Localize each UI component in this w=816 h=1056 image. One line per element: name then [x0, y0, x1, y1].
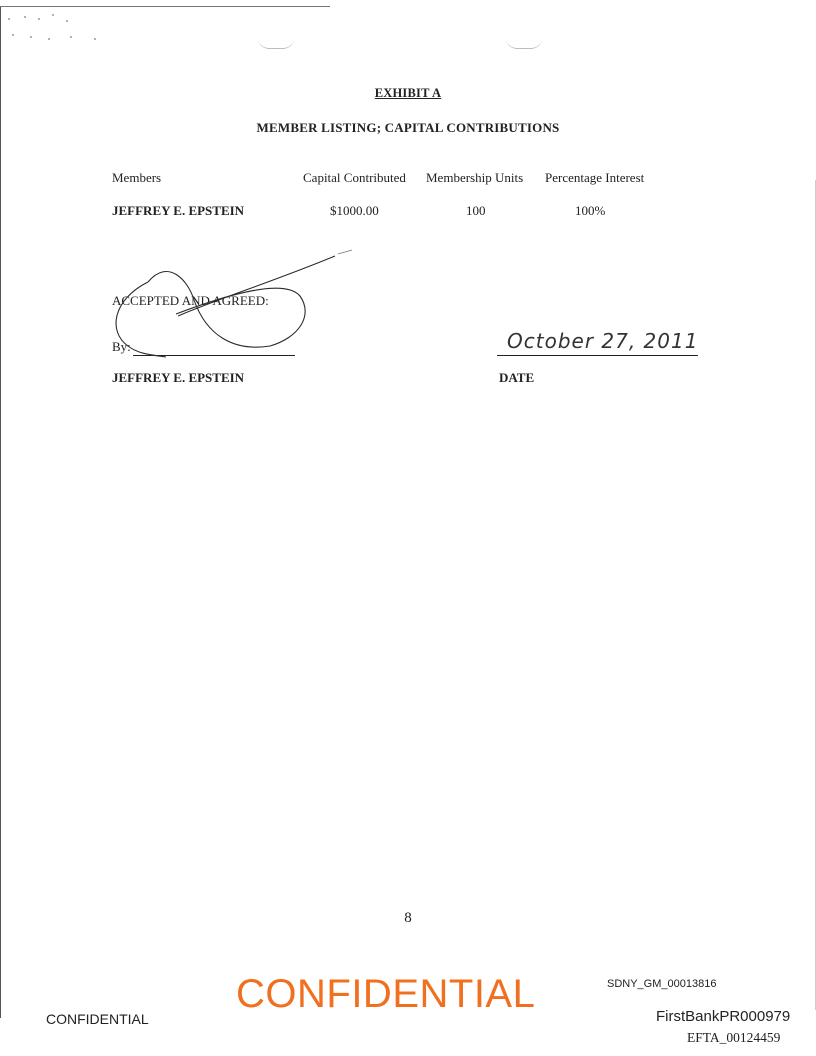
accepted-and-agreed-label: ACCEPTED AND AGREED: — [112, 293, 269, 308]
column-header-membership-units: Membership Units — [426, 170, 524, 185]
scan-speck — [38, 18, 40, 20]
scan-speck — [30, 36, 32, 38]
punch-hole-mark — [506, 38, 542, 49]
table-cell-units: 100 — [466, 203, 486, 218]
signature-line — [133, 355, 295, 356]
scan-speck — [70, 36, 72, 38]
handwritten-date: October 27, 2011 — [507, 329, 699, 353]
column-header-capital-contributed: Capital Contributed — [303, 170, 406, 185]
scan-speck — [8, 18, 10, 20]
table-cell-capital: $1000.00 — [330, 203, 379, 218]
scan-speck — [94, 38, 96, 40]
scan-speck — [48, 38, 50, 40]
date-line — [497, 355, 698, 356]
bates-number-sdny: SDNY_GM_00013816 — [607, 978, 717, 990]
date-label: DATE — [499, 370, 535, 385]
confidential-stamp: CONFIDENTIAL — [236, 972, 536, 1016]
scan-speck — [12, 34, 14, 36]
confidential-footer-label: CONFIDENTIAL — [46, 1011, 149, 1027]
column-header-members: Members — [112, 170, 162, 185]
by-label: By: — [112, 339, 131, 354]
page-edge-top — [0, 6, 330, 7]
signer-name: JEFFREY E. EPSTEIN — [112, 370, 245, 385]
scan-speck — [66, 20, 68, 22]
exhibit-title: EXHIBIT A — [374, 86, 442, 100]
page-edge-left — [0, 6, 1, 1018]
scan-speck — [52, 14, 54, 16]
column-header-percentage-interest: Percentage Interest — [545, 170, 645, 185]
page-number: 8 — [404, 910, 412, 926]
table-cell-member-name: JEFFREY E. EPSTEIN — [112, 203, 245, 218]
table-cell-percentage: 100% — [575, 203, 606, 218]
bates-number-firstbank: FirstBankPR000979 — [656, 1008, 791, 1025]
scan-speck — [24, 16, 26, 18]
efta-identifier: EFTA_00124459 — [687, 1030, 781, 1045]
section-subtitle: MEMBER LISTING; CAPITAL CONTRIBUTIONS — [256, 120, 560, 135]
punch-hole-mark — [258, 38, 294, 49]
